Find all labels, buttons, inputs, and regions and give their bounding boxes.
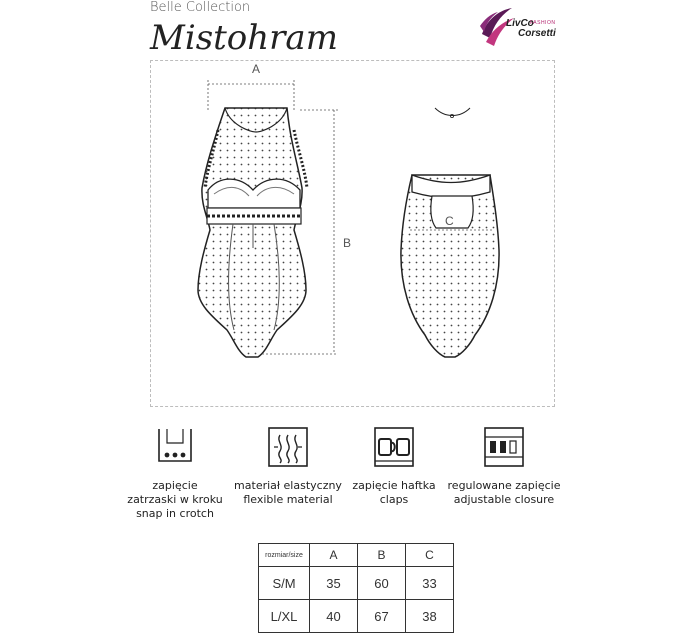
logo-fashion: FASHION [530, 20, 556, 26]
logo-brand-line1: LivCo [506, 18, 534, 29]
feature-adjustable-line2: adjustable closure [453, 493, 555, 506]
hook-clasp-icon [372, 425, 416, 469]
feature-snap-line3: snap in crotch [136, 507, 214, 520]
size-value: 33 [406, 567, 454, 600]
size-value: 40 [310, 600, 358, 633]
collection-name: Belle Collection [150, 0, 251, 15]
feature-clasp-line1: zapięcie haftka [352, 479, 436, 492]
size-value: 38 [406, 600, 454, 633]
feature-clasp-line2: claps [379, 493, 409, 506]
table-row [259, 600, 454, 633]
back-view [401, 108, 499, 357]
front-view [198, 108, 307, 357]
size-table-col-c: C [406, 544, 454, 567]
size-value: 67 [358, 600, 406, 633]
adjustable-closure-icon [482, 425, 526, 469]
size-label: S/M [259, 567, 310, 600]
elastic-material-icon [266, 425, 310, 469]
table-row [259, 567, 454, 600]
dimension-b-label: B [343, 236, 352, 250]
snap-crotch-icon [153, 425, 197, 469]
feature-elastic-line2: flexible material [243, 493, 333, 506]
feature-elastic-line1: materiał elastyczny [234, 479, 342, 492]
dimension-a [208, 62, 294, 110]
dimension-a-label: A [251, 62, 261, 76]
feature-adjustable-closure [434, 425, 574, 507]
dimension-c-label: C [445, 214, 454, 228]
size-table-corner: rozmiar/size [259, 544, 310, 567]
feature-adjustable-line1: regulowane zapięcie [447, 479, 561, 492]
feature-snap-line1: zapięcie [152, 479, 198, 492]
logo-brand-line2: Corsetti [518, 28, 556, 39]
model-name: Mistohram [150, 18, 338, 58]
feature-snap-line2: zatrzaski w kroku [127, 493, 223, 506]
size-table [258, 543, 454, 633]
size-table-col-a: A [310, 544, 358, 567]
size-value: 60 [358, 567, 406, 600]
size-table-header [259, 544, 454, 567]
size-table-col-b: B [358, 544, 406, 567]
size-value: 35 [310, 567, 358, 600]
size-label: L/XL [259, 600, 310, 633]
